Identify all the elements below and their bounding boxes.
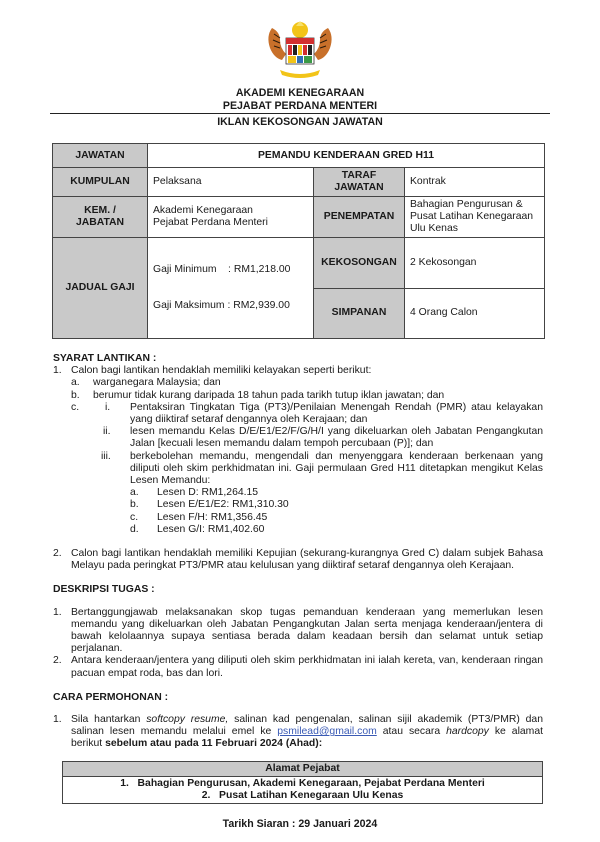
kumpulan-label: KUMPULAN [53,168,148,197]
lesen-item [53,487,543,499]
jawatan-label: JAWATAN [53,144,148,168]
kekosongan-value: 2 Kekosongan [405,238,545,289]
kem-label-line2: JABATAN [75,217,125,228]
table-row [53,197,545,238]
taraf-label-line2: JAWATAN [334,182,384,193]
list-item [53,607,543,656]
kem-label-line1: KEM. / [84,205,116,216]
list-item [53,390,543,402]
gaji-value [148,238,314,339]
item-number: 1. [53,365,62,377]
text-run-italic: hardcopy [446,726,489,738]
dept-name: PEJABAT PERDANA MENTERI [222,100,378,112]
address-lines [63,776,543,803]
kem-value-line2: Pejabat Perdana Menteri [153,217,268,228]
text-run-italic: softcopy resume, [146,714,229,726]
penempatan-label: PENEMPATAN [314,197,405,238]
item-letter: c. [130,511,139,523]
doc-title: IKLAN KEKOSONGAN JAWATAN [217,116,383,128]
item-text: berkebolehan memandu, mengendali dan menyenggara kenderaan berkenaan yang diliputi oleh skim perkhidmatan ini. Gaji permulaan Gred H11 ditetapkan mengikut Kelas Lesen Memandu: [130,450,543,487]
item-number: 2. [53,548,62,560]
item-text: warganegara Malaysia; dan [93,377,221,389]
coat-of-arms-logo [258,18,342,84]
item-text: Calon bagi lantikan hendaklah memiliki kelayakan seperti berikut: [71,365,372,377]
deadline-text: sebelum atau pada 11 Februari 2024 (Ahad): [105,738,323,750]
table-row [63,761,543,776]
item-number: 1. [53,714,62,726]
penempatan-value [405,197,545,238]
taraf-value: Kontrak [405,168,545,197]
item-text: Lesen E/E1/E2: RM1,310.30 [157,499,289,511]
list-item [53,402,543,426]
header-divider [50,113,550,114]
syarat-heading: SYARAT LANTIKAN : [53,353,157,364]
item-text: Lesen F/H: RM1,356.45 [157,511,268,523]
lesen-item [53,524,543,536]
item-letter: a. [130,487,139,499]
jawatan-value: PEMANDU KENDERAAN GRED H11 [148,144,545,168]
list-item [53,714,543,751]
kekosongan-label: KEKOSONGAN [314,238,405,289]
list-item [53,426,543,450]
gaji-min: Gaji Minimum : RM1,218.00 [153,264,291,275]
lesen-item [53,512,543,524]
taraf-label [314,168,405,197]
table-row [53,144,545,168]
kumpulan-value: Pelaksana [148,168,314,197]
item-roman: i. [105,401,111,413]
item-letter: c. [71,401,80,413]
item-letter: b. [71,389,80,401]
item-text: Bertanggungjawab melaksanakan skop tugas pemanduan kenderaan yang memerlukan lesen memandu yang dikeluarkan oleh Jabatan Pengangkutan Jalan serta menjaga kenderaan/jentera di bawah kelolaannya supaya sentiasa berada dalam keadaan bersih dan selamat untuk setiap perjalanan. [71,606,543,655]
address-table [62,761,543,804]
item-text: Lesen G/I: RM1,402.60 [157,523,265,535]
text-run: salinan kad pengenalan, salinan sijil akademik (PT3/PMR) dan salinan lesen memandu melalui emel ke [71,714,543,738]
lesen-item [53,499,543,511]
list-item [53,451,543,488]
address-line2: 2. Pusat Latihan Kenegaraan Ulu Kenas [201,789,404,801]
email-link[interactable]: psmilead@gmail.com [277,726,377,738]
kem-label [53,197,148,238]
text-run: Sila hantarkan [71,714,147,726]
list-item [53,655,543,679]
item-letter: d. [130,523,139,535]
deskripsi-heading: DESKRIPSI TUGAS : [53,584,155,596]
list-item [53,365,543,377]
simpanan-value: 4 Orang Calon [405,288,545,339]
taraf-label-line1: TARAF [341,170,377,181]
kem-value [148,197,314,238]
item-roman: ii. [103,426,111,438]
list-item [53,548,543,572]
item-number: 2. [53,655,62,667]
publish-date: Tarikh Siaran : 29 Januari 2024 [222,817,378,830]
item-text: berumur tidak kurang daripada 18 tahun pada tarikh tutup iklan jawatan; dan [93,389,445,401]
permohonan-list [53,714,543,751]
item-letter: a. [71,377,80,389]
text-run: ke alamat berikut [71,726,543,750]
penempatan-line3: Ulu Kenas [410,223,458,234]
item-roman: iii. [101,450,111,462]
gaji-label: JADUAL GAJI [53,238,148,339]
item-letter: b. [130,499,139,511]
item-text: lesen memandu Kelas D/E/E1/E2/F/G/H/I yang dikeluarkan oleh Jabatan Pengangkutan Jalan [kecuali lesen memandu dalam tempoh percubaan (P)]; dan [130,426,543,450]
org-name: AKADEMI KENEGARAAN [235,87,365,99]
table-row [53,238,545,289]
table-row [53,168,545,197]
item-text: Pentaksiran Tingkatan Tiga (PT3)/Penilaian Menengah Rendah (PMR) atau kelayakan yang diiktiraf setaraf dengannya oleh Kerajaan; dan [130,401,543,426]
kem-value-line1: Akademi Kenegaraan [153,205,253,216]
penempatan-line2: Pusat Latihan Kenegaraan [410,211,534,222]
address-heading: Alamat Pejabat [63,761,543,776]
item-text: Antara kenderaan/jentera yang diliputi oleh skim perkhidmatan ini ialah kereta, van, kenderaan ringan pacuan empat roda, bas dan lori. [71,655,543,679]
penempatan-line1: Bahagian Pengurusan & [410,199,523,210]
deskripsi-list [53,607,543,680]
list-item [53,377,543,389]
text-run: atau secara [376,726,447,738]
item-number: 1. [53,606,62,618]
syarat-list [53,365,543,572]
address-line1: 1. Bahagian Pengurusan, Akademi Kenegaraan, Pejabat Perdana Menteri [120,777,485,789]
item-text: Lesen D: RM1,264.15 [157,487,259,499]
simpanan-label: SIMPANAN [314,288,405,339]
table-row [63,776,543,803]
job-info-table [52,143,545,339]
item-text: Calon bagi lantikan hendaklah memiliki Kepujian (sekurang-kurangnya Gred C) dalam subjek Bahasa Melayu pada peringkat PT3/PMR atau kelulusan yang diiktiraf setaraf dengannya oleh Kerajaan. [71,548,543,572]
permohonan-heading: CARA PERMOHONAN : [53,691,169,703]
gaji-max: Gaji Maksimum : RM2,939.00 [153,300,290,311]
